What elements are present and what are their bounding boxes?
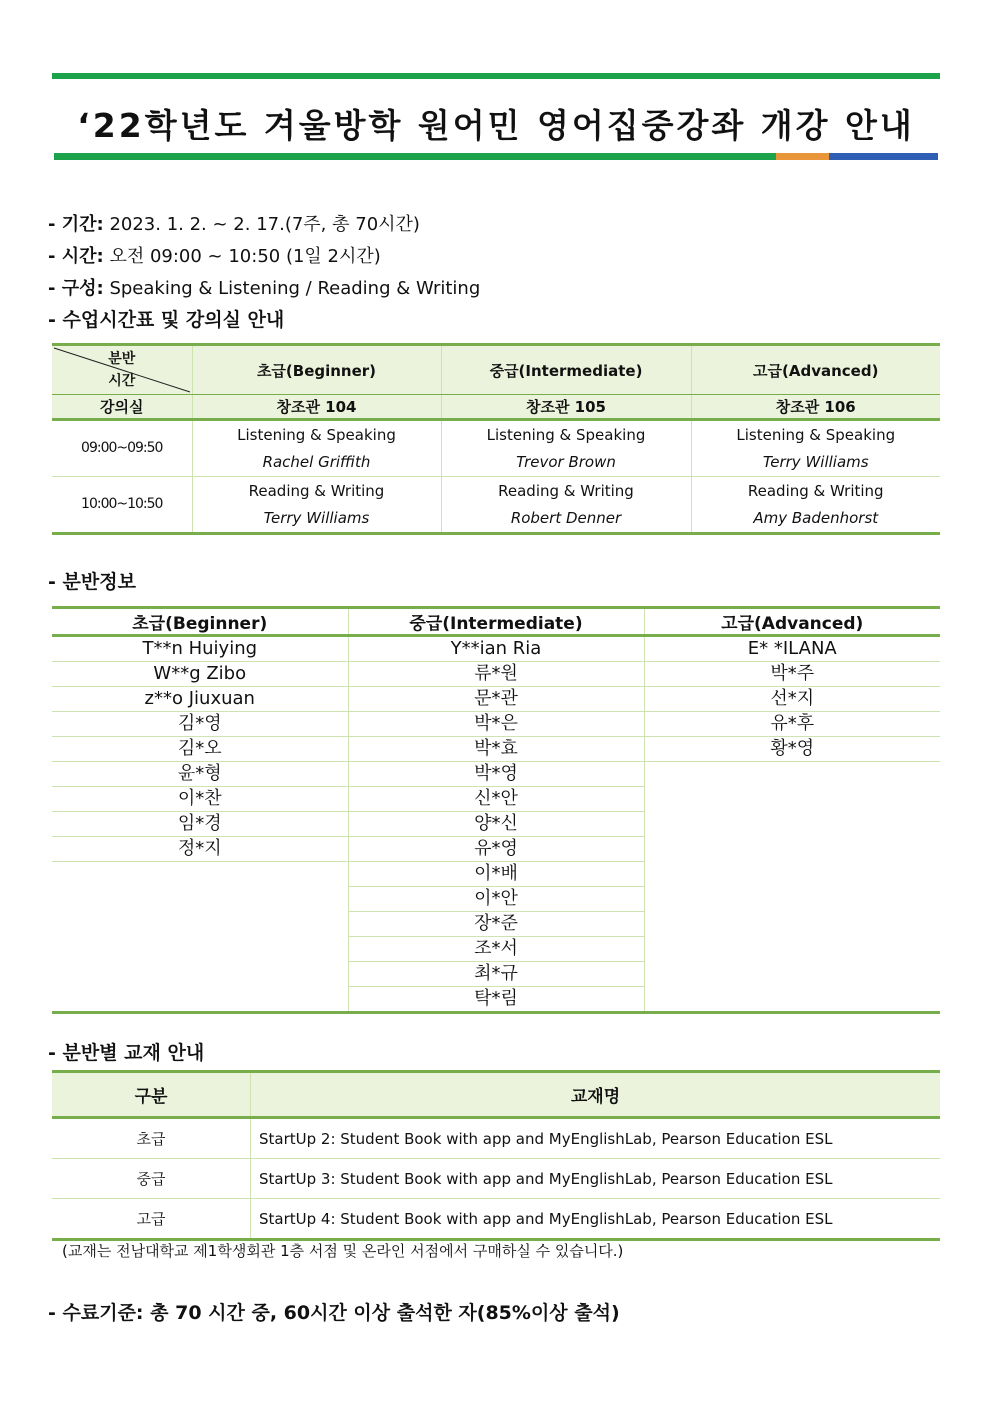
roster-row: [52, 687, 940, 712]
table-row: [52, 1159, 940, 1199]
roster-row: [52, 837, 940, 862]
teacher-name: Rachel Griffith: [262, 452, 371, 471]
roster-name-advanced: [644, 987, 940, 1013]
room-label: 강의실: [52, 395, 192, 420]
roster-row: [52, 812, 940, 837]
roster-name-advanced: [644, 962, 940, 987]
schedule-table: [52, 343, 940, 535]
books-col-name: 교재명: [251, 1072, 941, 1118]
course-name: Listening & Speaking: [237, 425, 396, 444]
roster-row: [52, 987, 940, 1013]
roster-name-advanced: [644, 912, 940, 937]
course-name: Reading & Writing: [498, 481, 634, 500]
roster-name-advanced: 유*후: [644, 712, 940, 737]
roster-name-beginner: [52, 862, 348, 887]
roster-name-advanced: [644, 837, 940, 862]
room-beginner: 창조관 104: [192, 395, 441, 420]
completion-criteria: - 수료기준: 총 70 시간 중, 60시간 이상 출석한 자(85%이상 출석): [48, 1302, 620, 1324]
schedule-heading: - 수업시간표 및 강의실 안내: [48, 309, 285, 331]
roster-name-beginner: 임*경: [52, 812, 348, 837]
roster-heading: - 분반정보: [48, 571, 136, 593]
roster-name-intermediate: Y**ian Ria: [348, 636, 644, 662]
roster-name-intermediate: 장*준: [348, 912, 644, 937]
roster-name-intermediate: 최*규: [348, 962, 644, 987]
level-header-advanced: 고급(Advanced): [691, 345, 940, 395]
book-level: 초급: [52, 1118, 251, 1159]
info-period-label: - 기간:: [48, 214, 104, 235]
book-name: StartUp 3: Student Book with app and MyEnglishLab, Pearson Education ESL: [251, 1159, 941, 1199]
roster-name-advanced: [644, 762, 940, 787]
roster-name-beginner: T**n Huiying: [52, 636, 348, 662]
schedule-row: [52, 420, 940, 477]
roster-name-intermediate: 탁*림: [348, 987, 644, 1013]
teacher-name: Trevor Brown: [516, 452, 616, 471]
roster-name-intermediate: 이*배: [348, 862, 644, 887]
roster-name-advanced: [644, 862, 940, 887]
teacher-name: Amy Badenhorst: [753, 508, 879, 527]
level-header-beginner: 초급(Beginner): [192, 345, 441, 395]
page-title: ‘22학년도 겨울방학 원어민 영어집중강좌 개강 안내: [77, 106, 915, 145]
roster-row: [52, 912, 940, 937]
info-composition-value: Speaking & Listening / Reading & Writing: [109, 278, 481, 299]
teacher-name: Terry Williams: [762, 452, 869, 471]
room-advanced: 창조관 106: [691, 395, 940, 420]
book-level: 중급: [52, 1159, 251, 1199]
bottom-green-rule: [54, 153, 776, 160]
course-name: Reading & Writing: [248, 481, 385, 500]
roster-name-beginner: [52, 987, 348, 1013]
roster-name-advanced: [644, 812, 940, 837]
level-header-intermediate: 중급(Intermediate): [441, 345, 691, 395]
roster-name-advanced: 선*지: [644, 687, 940, 712]
bottom-blue-rule: [829, 153, 938, 160]
roster-row: [52, 787, 940, 812]
class-cell: [192, 420, 441, 477]
roster-name-advanced: [644, 787, 940, 812]
info-composition: [48, 274, 480, 300]
info-period-value: 2023. 1. 2. ~ 2. 17.(7주, 총 70시간): [109, 214, 420, 235]
roster-name-beginner: 김*영: [52, 712, 348, 737]
roster-name-beginner: 윤*형: [52, 762, 348, 787]
books-header-row: [52, 1072, 940, 1118]
roster-row: [52, 762, 940, 787]
info-time: [48, 242, 381, 268]
roster-name-intermediate: 조*서: [348, 937, 644, 962]
bottom-orange-rule: [776, 153, 829, 160]
corner-class-label: 분반: [108, 351, 136, 367]
course-name: Listening & Speaking: [486, 425, 646, 444]
class-cell: [691, 477, 940, 534]
books-heading: - 분반별 교재 안내: [48, 1042, 205, 1064]
roster-name-beginner: 정*지: [52, 837, 348, 862]
info-time-value: 오전 09:00 ~ 10:50 (1일 2시간): [109, 246, 381, 267]
roster-header-advanced: 고급(Advanced): [644, 608, 940, 636]
roster-row: [52, 937, 940, 962]
info-composition-label: - 구성:: [48, 278, 104, 299]
info-time-label: - 시간:: [48, 246, 104, 267]
roster-header-intermediate: 중급(Intermediate): [348, 608, 644, 636]
schedule-header-row: [52, 345, 940, 395]
schedule-corner-cell: [52, 345, 192, 395]
book-name: StartUp 2: Student Book with app and MyEnglishLab, Pearson Education ESL: [251, 1118, 941, 1159]
roster-name-intermediate: 이*안: [348, 887, 644, 912]
roster-name-intermediate: 박*영: [348, 762, 644, 787]
roster-name-intermediate: 문*관: [348, 687, 644, 712]
teacher-name: Terry Williams: [263, 508, 370, 527]
roster-name-advanced: E* *ILANA: [644, 636, 940, 662]
corner-time-label: 시간: [108, 373, 136, 389]
roster-name-advanced: 황*영: [644, 737, 940, 762]
roster-row: [52, 662, 940, 687]
schedule-row: [52, 477, 940, 534]
roster-header-row: [52, 608, 940, 636]
roster-header-beginner: 초급(Beginner): [52, 608, 348, 636]
class-cell: [192, 477, 441, 534]
time-slot: 09:00~09:50: [52, 420, 192, 477]
room-row: [52, 395, 940, 420]
roster-name-beginner: 김*오: [52, 737, 348, 762]
top-green-rule: [52, 73, 940, 79]
books-note: (교재는 전남대학교 제1학생회관 1층 서점 및 온라인 서점에서 구매하실 수 있습니다.): [62, 1242, 624, 1260]
roster-name-beginner: W**g Zibo: [52, 662, 348, 687]
roster-name-advanced: [644, 887, 940, 912]
roster-name-intermediate: 신*안: [348, 787, 644, 812]
roster-row: [52, 887, 940, 912]
teacher-name: Robert Denner: [510, 508, 622, 527]
class-cell: [441, 477, 691, 534]
course-name: Reading & Writing: [747, 481, 884, 500]
roster-name-intermediate: 박*효: [348, 737, 644, 762]
roster-name-intermediate: 유*영: [348, 837, 644, 862]
table-row: [52, 1118, 940, 1159]
class-cell: [441, 420, 691, 477]
roster-body: [52, 636, 940, 1013]
roster-name-beginner: [52, 962, 348, 987]
table-row: [52, 1199, 940, 1240]
roster-name-beginner: 이*찬: [52, 787, 348, 812]
roster-name-advanced: [644, 937, 940, 962]
roster-name-beginner: z**o Jiuxuan: [52, 687, 348, 712]
info-period: [48, 210, 420, 236]
book-name: StartUp 4: Student Book with app and MyEnglishLab, Pearson Education ESL: [251, 1199, 941, 1240]
roster-name-advanced: 박*주: [644, 662, 940, 687]
books-table: [52, 1070, 940, 1241]
roster-row: [52, 737, 940, 762]
roster-name-beginner: [52, 912, 348, 937]
roster-name-intermediate: 류*원: [348, 662, 644, 687]
roster-table: [52, 606, 940, 1014]
time-slot: 10:00~10:50: [52, 477, 192, 534]
course-name: Listening & Speaking: [736, 425, 896, 444]
roster-name-intermediate: 양*신: [348, 812, 644, 837]
roster-row: [52, 636, 940, 662]
book-level: 고급: [52, 1199, 251, 1240]
class-cell: [691, 420, 940, 477]
roster-name-beginner: [52, 887, 348, 912]
roster-name-intermediate: 박*은: [348, 712, 644, 737]
roster-row: [52, 962, 940, 987]
roster-row: [52, 862, 940, 887]
books-col-level: 구분: [52, 1072, 251, 1118]
roster-name-beginner: [52, 937, 348, 962]
roster-row: [52, 712, 940, 737]
room-intermediate: 창조관 105: [441, 395, 691, 420]
